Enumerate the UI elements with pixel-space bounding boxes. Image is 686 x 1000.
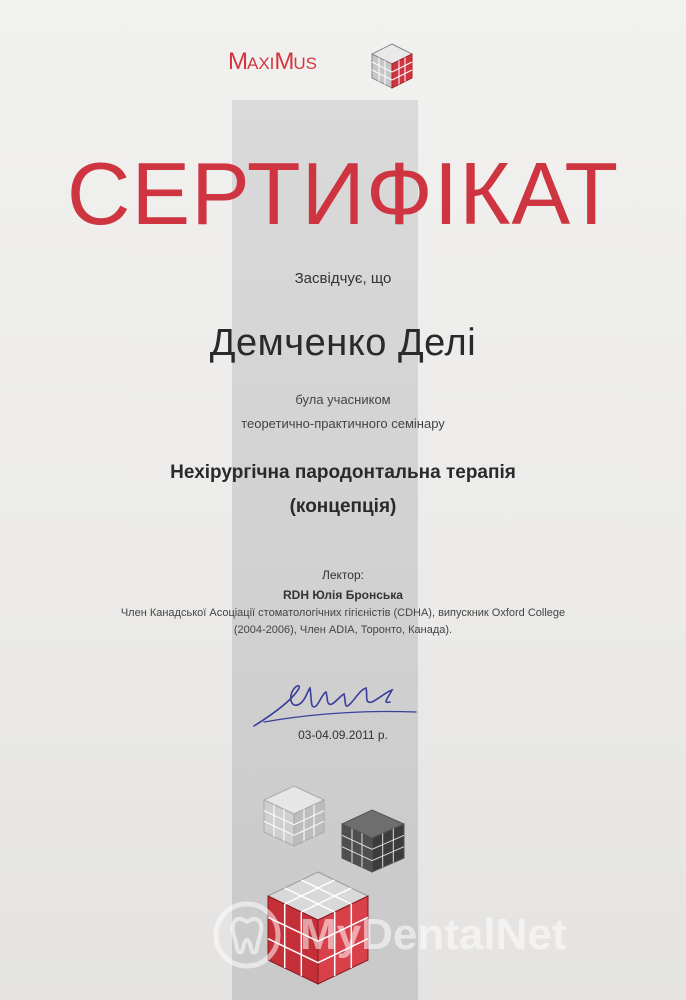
maximus-logo [228, 42, 418, 98]
lecturer-label: Лектор: [322, 568, 364, 582]
logo-wordmark: MAXIMUS [228, 48, 318, 75]
maximus-cube-logo-icon [368, 42, 416, 92]
mydentalnet-watermark [212, 900, 672, 970]
certificate-date: 03-04.09.2011 р. [298, 728, 388, 742]
recipient-name: Демченко Делі [209, 322, 477, 364]
participation-line-2: теоретично-практичного семінару [241, 416, 445, 431]
lecturer-name: RDH Юлія Бронська [283, 588, 403, 602]
certificate-title: СЕРТИФІКАТ [66, 144, 620, 243]
intro-text: Засвідчує, що [294, 270, 392, 287]
course-title-line-1: Нехірургічна пародонтальна терапія [170, 462, 516, 483]
signature [250, 676, 420, 732]
course-title-line-2: (концепція) [289, 496, 397, 517]
participation-line-1: була учасником [295, 392, 391, 407]
lecturer-description-line-2: (2004-2006), Член ADIA, Торонто, Канада). [233, 624, 453, 636]
lecturer-description-line-1: Член Канадської Асоціації стоматологічних гігієністів (CDHA), випускник Oxford College [120, 607, 566, 619]
watermark-text: MyDentalNet [300, 910, 567, 959]
tooth-icon [212, 900, 282, 970]
